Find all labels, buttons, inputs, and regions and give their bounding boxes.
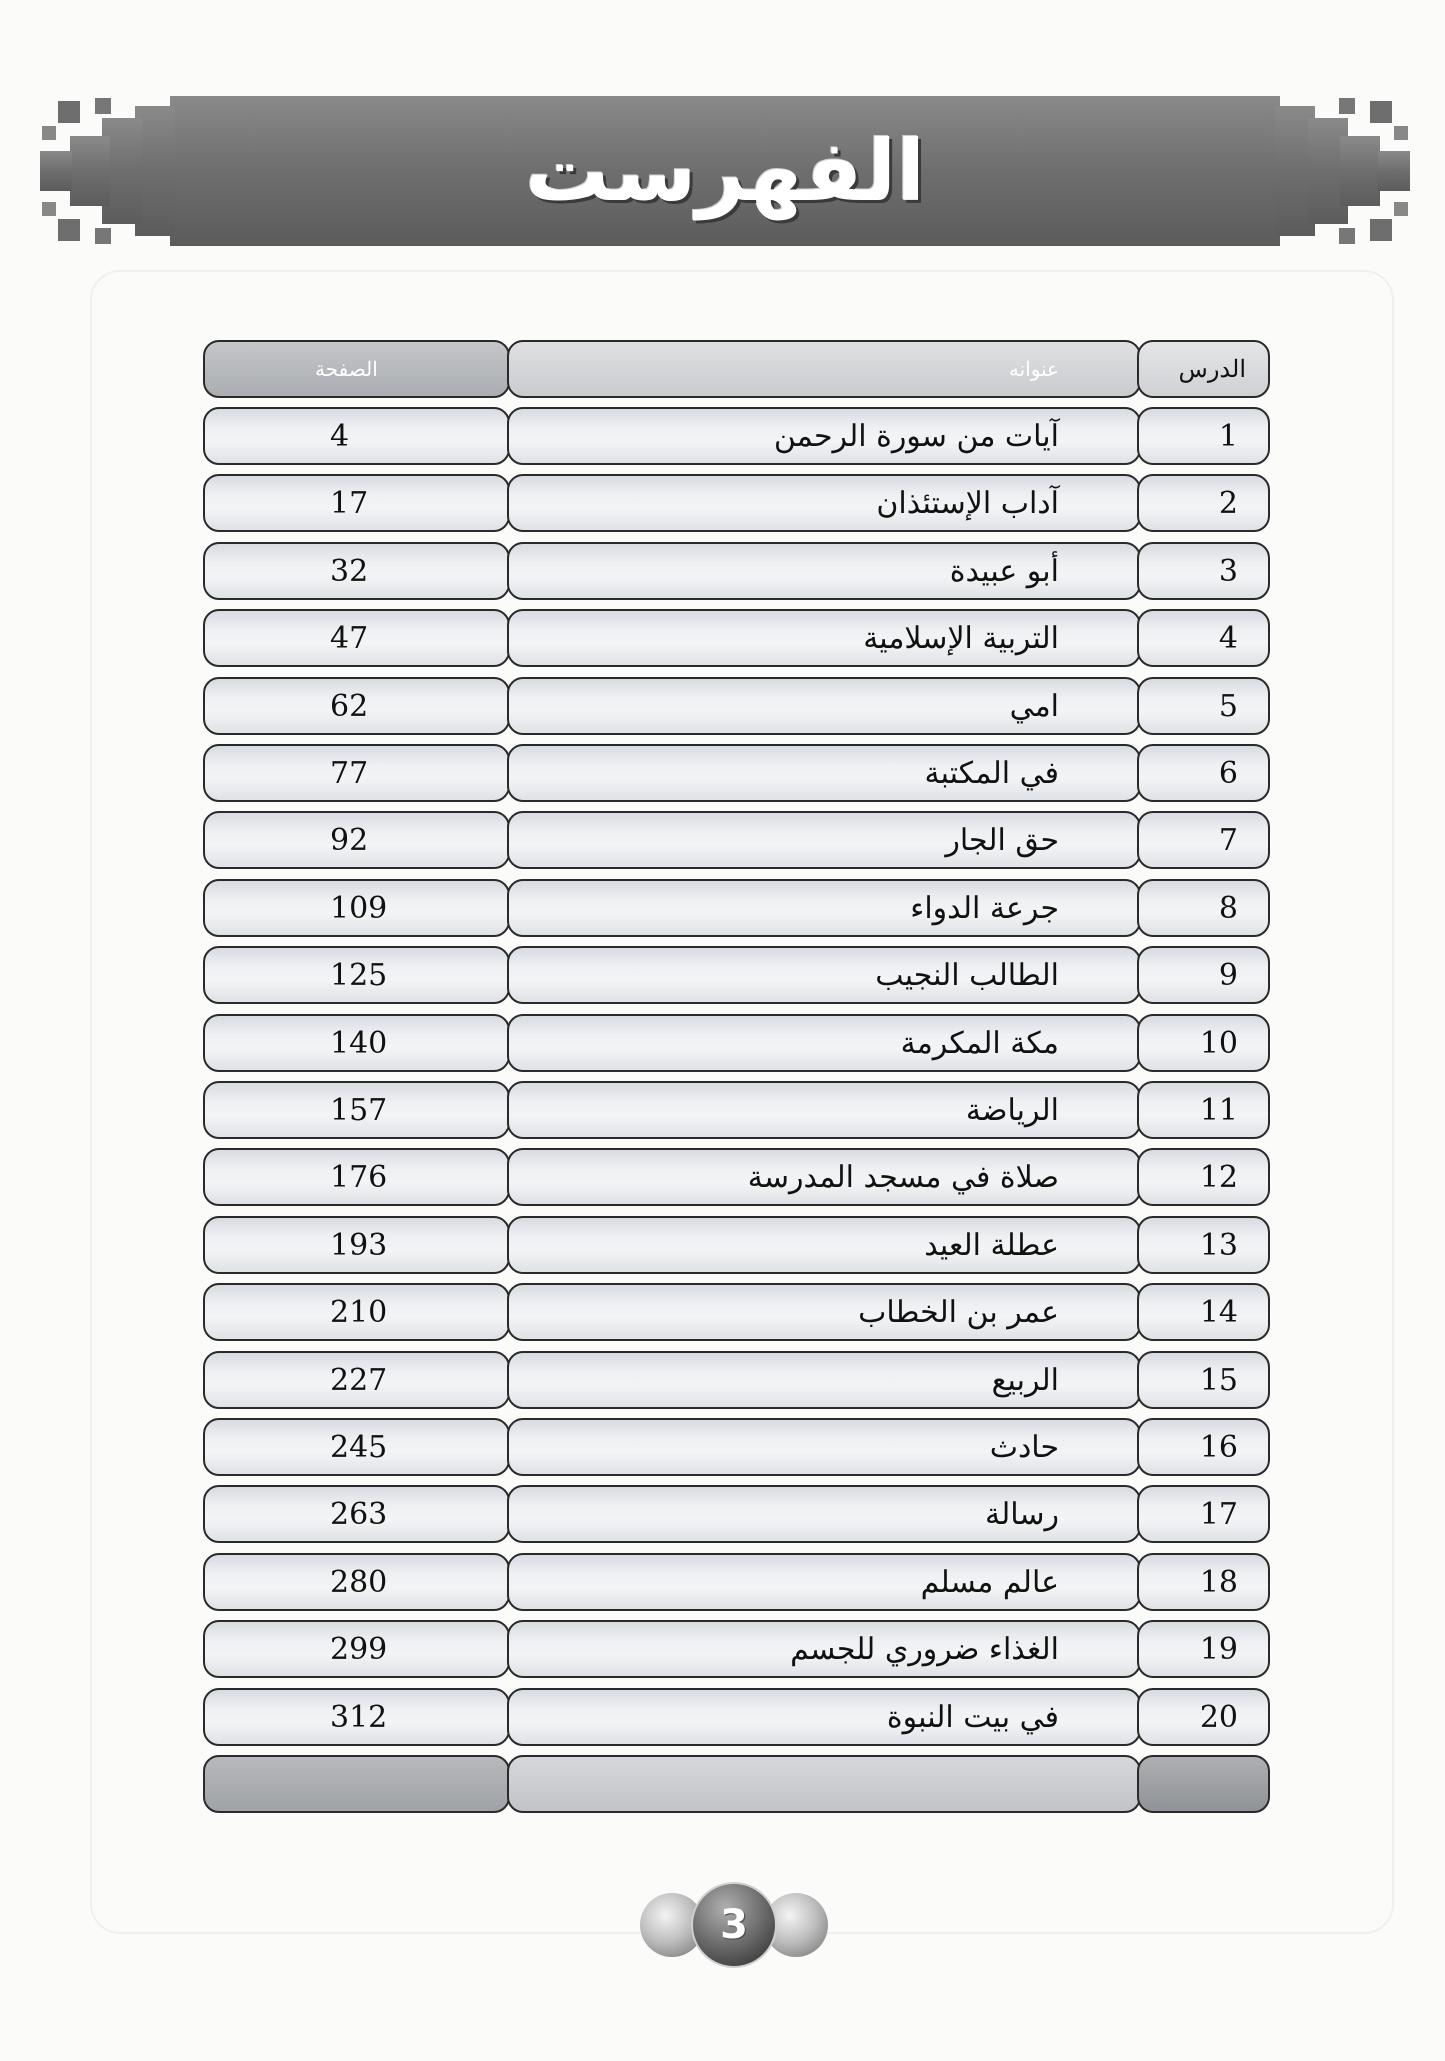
page-value: 17 (330, 485, 369, 521)
page-cell (203, 946, 510, 1004)
lesson-number-cell (1137, 407, 1270, 465)
header-lesson-label: الدرس (1178, 355, 1246, 383)
title-cell (507, 1485, 1141, 1543)
page-value: 47 (330, 620, 369, 656)
page-value: 92 (330, 822, 369, 858)
lesson-title: رسالة (985, 1496, 1059, 1532)
lesson-number-cell (1137, 542, 1270, 600)
lesson-title: الغذاء ضروري للجسم (790, 1631, 1059, 1667)
header-title-label: عنوانه (1008, 357, 1059, 381)
table-row (203, 1553, 1270, 1613)
lesson-title: عطلة العيد (924, 1227, 1059, 1263)
lesson-number: 20 (1199, 1699, 1238, 1735)
lesson-number: 1 (1218, 418, 1238, 454)
table-row (203, 1688, 1270, 1748)
table-row (203, 407, 1270, 467)
page-value: 176 (330, 1159, 388, 1195)
page-value: 227 (330, 1362, 388, 1398)
title-cell (507, 1418, 1141, 1476)
lesson-number-cell (1137, 1485, 1270, 1543)
lesson-number-cell (1137, 1620, 1270, 1678)
page-cell (203, 1014, 510, 1072)
lesson-number-cell (1137, 811, 1270, 869)
lesson-title: في بيت النبوة (886, 1699, 1059, 1735)
lesson-number: 8 (1218, 890, 1238, 926)
lesson-number: 11 (1199, 1092, 1238, 1128)
lesson-title: امي (1009, 688, 1059, 724)
lesson-number-cell (1137, 677, 1270, 735)
page-cell (203, 609, 510, 667)
header-page-label: الصفحة (315, 357, 378, 381)
lesson-number-cell (1137, 1014, 1270, 1072)
lesson-number: 4 (1218, 620, 1238, 656)
table-row (203, 1014, 1270, 1074)
page-value: 4 (330, 418, 350, 454)
page-cell (203, 677, 510, 735)
lesson-number-cell (1137, 1418, 1270, 1476)
page-cell (203, 407, 510, 465)
table-row (203, 1081, 1270, 1141)
lesson-number-cell (1137, 609, 1270, 667)
lesson-title: الربيع (991, 1362, 1059, 1398)
lesson-number: 12 (1199, 1159, 1238, 1195)
lesson-title: الطالب النجيب (875, 957, 1059, 993)
table-row (203, 609, 1270, 669)
lesson-number-cell (1137, 474, 1270, 532)
title-cell (507, 1620, 1141, 1678)
title-cell (507, 474, 1141, 532)
table-header-row (203, 340, 1270, 400)
title-banner (40, 96, 1410, 246)
lesson-number: 10 (1199, 1025, 1238, 1061)
lesson-number: 5 (1218, 688, 1238, 724)
header-lesson-cell (1137, 340, 1270, 398)
page-cell (203, 879, 510, 937)
page-cell (203, 1688, 510, 1746)
table-row (203, 1351, 1270, 1411)
page-value: 263 (330, 1496, 388, 1532)
title-cell (507, 811, 1141, 869)
page-cell (203, 542, 510, 600)
page-number: 3 (720, 1902, 748, 1948)
lesson-number-cell (1137, 946, 1270, 1004)
page-value: 157 (330, 1092, 388, 1128)
lesson-number: 18 (1199, 1564, 1238, 1600)
table-row (203, 946, 1270, 1006)
lesson-number-cell (1137, 1216, 1270, 1274)
table-row (203, 1148, 1270, 1208)
lesson-number-cell (1137, 1351, 1270, 1409)
table-row (203, 1418, 1270, 1478)
page-value: 125 (330, 957, 388, 993)
title-cell (507, 677, 1141, 735)
title-cell (507, 1688, 1141, 1746)
table-row (203, 1620, 1270, 1680)
table-footer-row (203, 1755, 1270, 1815)
lesson-title: صلاة في مسجد المدرسة (747, 1159, 1059, 1195)
lesson-number-cell (1137, 1553, 1270, 1611)
page-title: الفهرست (524, 122, 926, 220)
page-cell (203, 1351, 510, 1409)
page-value: 245 (330, 1429, 388, 1465)
lesson-title: في المكتبة (924, 755, 1059, 791)
title-cell (507, 946, 1141, 1004)
title-cell (507, 407, 1141, 465)
lesson-title: عمر بن الخطاب (858, 1294, 1059, 1330)
lesson-number-cell (1137, 744, 1270, 802)
page-cell (203, 1148, 510, 1206)
footer-page-cell (203, 1755, 510, 1813)
lesson-number-cell (1137, 1148, 1270, 1206)
lesson-number: 16 (1199, 1429, 1238, 1465)
lesson-title: حق الجار (945, 822, 1059, 858)
lesson-title: جرعة الدواء (910, 890, 1059, 926)
lesson-title: آداب الإستئذان (876, 485, 1059, 521)
header-page-cell (203, 340, 510, 398)
table-row (203, 474, 1270, 534)
table-row (203, 1485, 1270, 1545)
title-cell (507, 1216, 1141, 1274)
lesson-number-cell (1137, 1081, 1270, 1139)
page-number-badge (634, 1880, 834, 1970)
lesson-number-cell (1137, 1688, 1270, 1746)
lesson-title: مكة المكرمة (900, 1025, 1059, 1061)
lesson-number: 14 (1199, 1294, 1238, 1330)
page-cell (203, 1283, 510, 1341)
title-cell (507, 1014, 1141, 1072)
page-value: 109 (330, 890, 388, 926)
page-value: 280 (330, 1564, 388, 1600)
page-cell (203, 1418, 510, 1476)
page-cell (203, 744, 510, 802)
title-cell (507, 879, 1141, 937)
table-row (203, 1283, 1270, 1343)
page-cell (203, 1081, 510, 1139)
lesson-title: أبو عبيدة (949, 553, 1059, 589)
title-cell (507, 1351, 1141, 1409)
page-cell (203, 1620, 510, 1678)
lesson-title: حادث (989, 1429, 1059, 1465)
page-cell (203, 1553, 510, 1611)
lesson-title: التربية الإسلامية (863, 620, 1059, 656)
title-cell (507, 542, 1141, 600)
lesson-number-cell (1137, 879, 1270, 937)
lesson-number: 15 (1199, 1362, 1238, 1398)
page-value: 312 (330, 1699, 388, 1735)
page-value: 193 (330, 1227, 388, 1263)
table-row (203, 542, 1270, 602)
lesson-number-cell (1137, 1283, 1270, 1341)
lesson-number: 2 (1218, 485, 1238, 521)
lesson-title: الرياضة (965, 1092, 1059, 1128)
title-cell (507, 744, 1141, 802)
lesson-number: 6 (1218, 755, 1238, 791)
title-cell (507, 1081, 1141, 1139)
footer-title-cell (507, 1755, 1141, 1813)
lesson-number: 3 (1218, 553, 1238, 589)
page-value: 140 (330, 1025, 388, 1061)
title-cell (507, 1553, 1141, 1611)
lesson-number: 19 (1199, 1631, 1238, 1667)
lesson-title: آيات من سورة الرحمن (773, 418, 1059, 454)
lesson-number: 7 (1218, 822, 1238, 858)
title-cell (507, 1283, 1141, 1341)
table-row (203, 811, 1270, 871)
lesson-title: عالم مسلم (920, 1564, 1059, 1600)
page-cell (203, 1485, 510, 1543)
page-value: 62 (330, 688, 369, 724)
page-cell (203, 1216, 510, 1274)
lesson-number: 13 (1199, 1227, 1238, 1263)
page-value: 32 (330, 553, 369, 589)
title-cell (507, 609, 1141, 667)
header-title-cell (507, 340, 1141, 398)
table-row (203, 1216, 1270, 1276)
title-cell (507, 1148, 1141, 1206)
page-cell (203, 474, 510, 532)
lesson-number: 17 (1199, 1496, 1238, 1532)
footer-lesson-cell (1137, 1755, 1270, 1813)
table-row (203, 744, 1270, 804)
table-row (203, 677, 1270, 737)
page-value: 77 (330, 755, 369, 791)
page-value: 210 (330, 1294, 388, 1330)
table-row (203, 879, 1270, 939)
page-cell (203, 811, 510, 869)
lesson-number: 9 (1218, 957, 1238, 993)
page-value: 299 (330, 1631, 388, 1667)
